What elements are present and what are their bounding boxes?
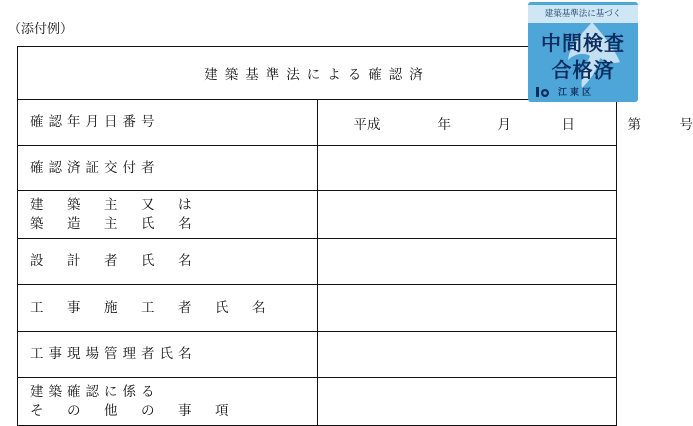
- form-row-issuer: [18, 146, 617, 191]
- form-row-site-manager: [18, 332, 617, 378]
- stamp-line-interim-inspection: 中間検査: [528, 27, 638, 56]
- row-label: 建築確認に係る そ の 他 の 事 項: [18, 378, 318, 426]
- row-label: 確認済証交付者: [18, 146, 318, 191]
- era-label: 平成: [354, 113, 381, 133]
- month-label: 月: [498, 113, 512, 133]
- row-value-empty: [317, 191, 617, 239]
- interim-inspection-passed-stamp: [528, 2, 638, 102]
- go-label: 号: [680, 113, 693, 133]
- form-row-other-matters: [18, 378, 617, 426]
- form-row-confirmation-number: [18, 100, 617, 146]
- row-label: 工事現場管理者氏名: [18, 332, 318, 378]
- attachment-example-caption: （添付例）: [8, 22, 73, 38]
- stamp-ward-name: 江東区: [558, 85, 594, 98]
- dai-label: 第: [628, 113, 642, 133]
- row-value-empty: [317, 378, 617, 426]
- form-row-building-owner: [18, 191, 617, 239]
- form-title: 建築基準法による確認済: [18, 47, 617, 100]
- stamp-header: 建築基準法に基づく: [528, 5, 638, 23]
- row-value-empty: [317, 285, 617, 332]
- ward-logo-icon: [536, 86, 550, 98]
- row-value-empty: [317, 239, 617, 285]
- year-label: 年: [438, 113, 452, 133]
- row-label: 確認年月日番号: [18, 100, 318, 146]
- confirmation-number-line: [317, 100, 617, 146]
- day-label: 日: [562, 113, 576, 133]
- stamp-line-passed: 合格済: [528, 54, 638, 83]
- form-row-designer: [18, 239, 617, 285]
- form-row-contractor: [18, 285, 617, 332]
- row-value-empty: [317, 332, 617, 378]
- confirmation-sign-form: [17, 46, 617, 426]
- row-label: 建 築 主 又 は 築 造 主 氏 名: [18, 191, 318, 239]
- row-label: 工 事 施 工 者 氏 名: [18, 285, 318, 332]
- row-value-empty: [317, 146, 617, 191]
- row-label: 設 計 者 氏 名: [18, 239, 318, 285]
